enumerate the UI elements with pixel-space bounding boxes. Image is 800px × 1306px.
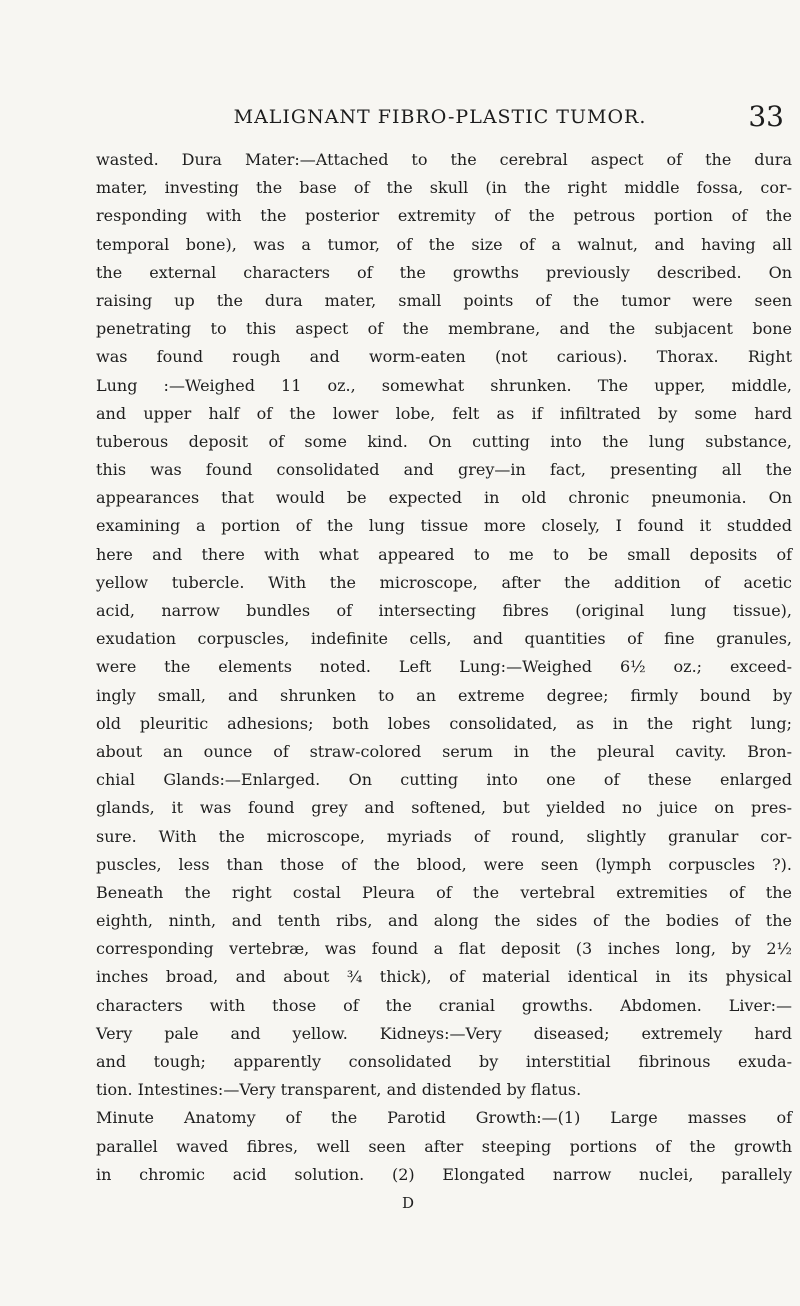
text-line: Beneath the right costal Pleura of the vertebral extremities of the [96,882,792,902]
running-head [96,100,784,134]
text-line: glands, it was found grey and softened, but yielded no juice on pres- [96,798,792,818]
text-line: appearances that would be expected in old chronic pneumonia. On [96,488,792,508]
text-line: and tough; apparently consolidated by interstitial fibrinous exuda- [96,1052,792,1071]
text-line: temporal bone), was a tumor, of the size of a walnut, and having all [96,234,792,254]
text-line: sure. With the microscope, myriads of round, slightly granular cor- [96,826,792,846]
text-line: eighth, ninth, and tenth ribs, and along the sides of the bodies of the [96,911,792,931]
text-line: and upper half of the lower lobe, felt as if infiltrated by some hard [96,403,792,423]
text-line: yellow tubercle. With the microscope, after the addition of acetic [96,572,792,592]
text-line: tion. Intestines:—Very transparent, and distended by flatus. [96,1080,582,1100]
text-line: exudation corpuscles, indefinite cells, and quantities of fine granules, [96,629,792,649]
text-line: examining a portion of the lung tissue more closely, I found it studded [96,516,792,536]
text-line: old pleuritic adhesions; both lobes consolidated, as in the right lung; [96,713,792,733]
text-line: tuberous deposit of some kind. On cutting into the lung substance, [96,431,792,451]
text-line: here and there with what appeared to me to be small deposits of [96,544,792,564]
running-title: MALIGNANT FIBRO-PLASTIC TUMOR. [233,106,647,128]
text-line: responding with the posterior extremity of the petrous portion of the [96,206,792,226]
text-line: puscles, less than those of the blood, were seen (lymph corpuscles ?). [96,854,792,874]
text-line: Lung :—Weighed 11 oz., somewhat shrunken. The upper, middle, [96,375,792,395]
text-line: wasted. Dura Mater:—Attached to the cerebral aspect of the dura [96,150,792,169]
text-line: about an ounce of straw-colored serum in the pleural cavity. Bron- [96,741,792,761]
text-line: was found rough and worm-eaten (not carious). Thorax. Right [96,347,792,367]
text-line: ingly small, and shrunken to an extreme degree; firmly bound by [96,685,792,705]
text-line: chial Glands:—Enlarged. On cutting into one of these enlarged [96,770,792,790]
text-line: were the elements noted. Left Lung:—Weighed 6½ oz.; exceed- [96,657,792,677]
text-line: in chromic acid solution. (2) Elongated narrow nuclei, parallely [96,1164,792,1184]
text-line: Very pale and yellow. Kidneys:—Very diseased; extremely hard [96,1023,792,1043]
text-line: mater, investing the base of the skull (in the right middle fossa, cor- [96,178,792,198]
text-line: Minute Anatomy of the Parotid Growth:—(1) Large masses of [96,1108,792,1128]
body-text [96,146,792,1217]
text-line: characters with those of the cranial growths. Abdomen. Liver:— [96,995,792,1015]
text-line: acid, narrow bundles of intersecting fibres (original lung tissue), [96,601,792,620]
text-line: raising up the dura mater, small points of the tumor were seen [96,290,792,310]
page-number: 33 [748,100,784,133]
text-line: the external characters of the growths previously described. On [96,262,792,282]
text-line: parallel waved fibres, well seen after steeping portions of the growth [96,1136,792,1156]
text-line: corresponding vertebræ, was found a flat deposit (3 inches long, by 2½ [96,939,792,959]
signature-mark: D [402,1193,415,1212]
text-line: inches broad, and about ¾ thick), of material identical in its physical [96,967,792,987]
text-line: this was found consolidated and grey—in fact, presenting all the [96,460,792,480]
text-line: penetrating to this aspect of the membrane, and the subjacent bone [96,319,792,339]
